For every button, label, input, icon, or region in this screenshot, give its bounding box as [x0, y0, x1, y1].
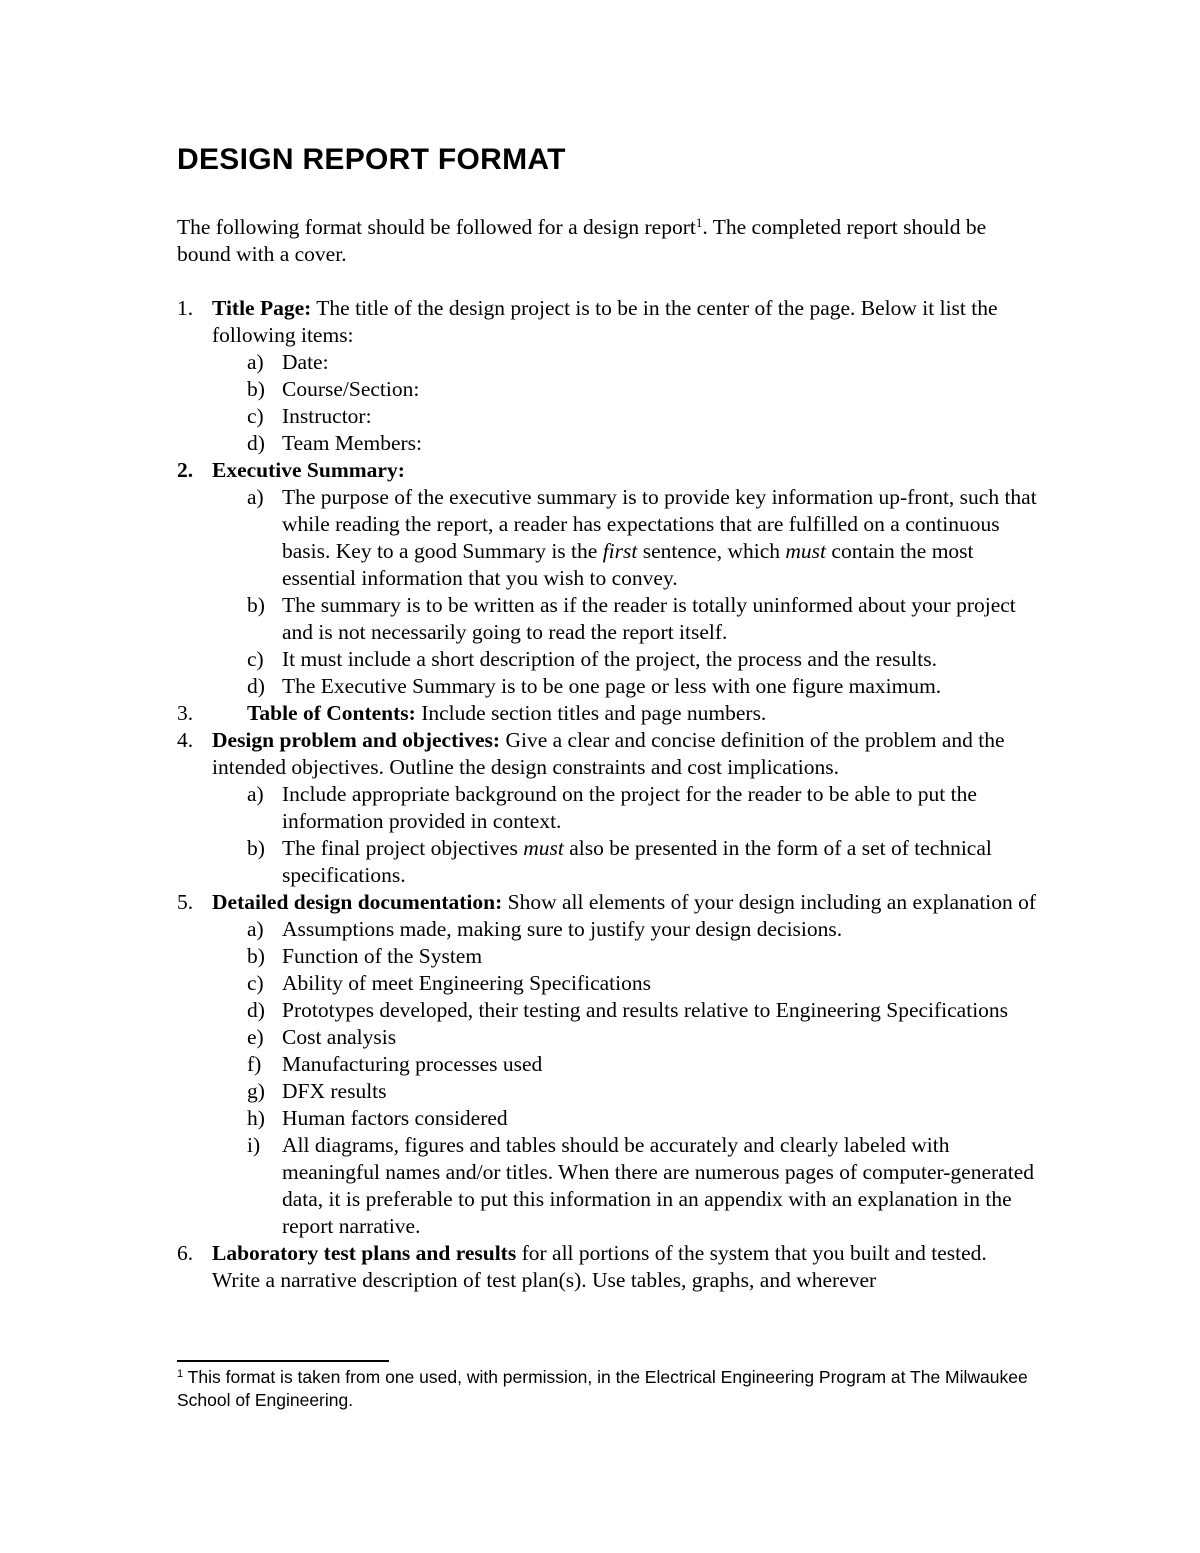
emphasis-text: must [785, 539, 827, 563]
list-item [177, 430, 1037, 457]
document-body [177, 214, 1037, 1294]
subitem-list [212, 484, 1037, 700]
subitem-list [212, 781, 1037, 889]
subitem-text: Include appropriate background on the project for the reader to be able to put the information provided in context. [282, 782, 977, 833]
list-item [177, 403, 1037, 430]
list-item [177, 592, 1037, 646]
footnote-reference: 1 [695, 215, 703, 230]
section-text: for all portions of the system that you built and tested. Write a narrative description of test plan(s). Use tables, graphs, and wherever [212, 1241, 987, 1292]
subitem-letter: a) [247, 350, 264, 374]
section-heading: Detailed design documentation: [212, 890, 503, 914]
subitem-list [212, 349, 1037, 457]
subitem-list [212, 916, 1037, 1240]
section-text: The title of the design project is to be in the center of the page. Below it list the following items: [212, 296, 998, 347]
subitem-text: DFX results [282, 1079, 387, 1103]
list-item [177, 1051, 1037, 1078]
intro-text: The following format should be followed for a design report [177, 215, 696, 239]
subitem-text: Manufacturing processes used [282, 1052, 543, 1076]
list-item [177, 781, 1037, 835]
list-item [177, 1132, 1037, 1240]
subitem-text: Course/Section: [282, 377, 420, 401]
subitem-text: The purpose of the executive summary is to provide key information up-front, such that while reading the report, a reader has expectations that are fulfilled on a continuous basis. Key to a good Summary is the [282, 485, 1037, 563]
list-item [177, 349, 1037, 376]
subitem-letter: c) [247, 647, 264, 671]
subitem-text: Function of the System [282, 944, 483, 968]
section-number: 3. [177, 701, 194, 725]
list-item [177, 376, 1037, 403]
subitem-letter: b) [247, 836, 265, 860]
list-item [177, 646, 1037, 673]
intro-text-end: . The completed report should be bound with a cover. [177, 215, 987, 266]
list-item [177, 484, 1037, 592]
page-title: DESIGN REPORT FORMAT [177, 143, 566, 176]
subitem-text: sentence, which [637, 539, 786, 563]
section-lab-test-plans [177, 1240, 1037, 1294]
list-item [177, 916, 1037, 943]
subitem-text: Team Members: [282, 431, 422, 455]
list-item [177, 673, 1037, 700]
subitem-text: contain the most essential information that you wish to convey. [282, 539, 974, 590]
section-text: Include section titles and page numbers. [415, 701, 767, 725]
subitem-letter: b) [247, 944, 265, 968]
subitem-text: The summary is to be written as if the reader is totally uninformed about your project and is not necessarily going to read the report itself. [282, 593, 1016, 644]
subitem-text: All diagrams, figures and tables should be accurately and clearly labeled with meaningful names and/or titles. When there are numerous pages of computer-generated data, it is preferable to put this information in an appendix with an explanation in the report narrative. [282, 1133, 1034, 1238]
footnote-divider [177, 1360, 389, 1362]
subitem-letter: g) [247, 1079, 265, 1103]
subitem-letter: b) [247, 377, 265, 401]
subitem-text: Prototypes developed, their testing and results relative to Engineering Specifications [282, 998, 1009, 1022]
subitem-letter: d) [247, 431, 265, 455]
section-executive-summary [177, 457, 1037, 700]
section-heading: Design problem and objectives: [212, 728, 501, 752]
subitem-text: Ability of meet Engineering Specifications [282, 971, 651, 995]
section-heading: Executive Summary: [212, 458, 405, 482]
subitem-text: The Executive Summary is to be one page or less with one figure maximum. [282, 674, 942, 698]
subitem-letter: i) [247, 1133, 261, 1157]
emphasis-text: must [523, 836, 564, 860]
emphasis-text: first [602, 539, 638, 563]
footnote-text: This format is taken from one used, with permission, in the Electrical Engineering Program at The Milwaukee School of Engineering. [177, 1367, 1028, 1410]
list-item [177, 1024, 1037, 1051]
list-item [177, 1105, 1037, 1132]
section-number: 4. [177, 728, 194, 752]
list-item [177, 835, 1037, 889]
subitem-text: Cost analysis [282, 1025, 397, 1049]
footnote [177, 1366, 1037, 1412]
intro-paragraph [177, 214, 1037, 268]
section-number: 1. [177, 296, 194, 320]
section-title-page [177, 295, 1037, 457]
footnote-mark: 1 [177, 1368, 184, 1380]
section-text: Give a clear and concise definition of the problem and the intended objectives. Outline the design constraints and cost implications. [212, 728, 1005, 779]
list-item [177, 1078, 1037, 1105]
subitem-letter: a) [247, 485, 264, 509]
subitem-letter: h) [247, 1106, 265, 1130]
subitem-letter: b) [247, 593, 265, 617]
subitem-letter: d) [247, 674, 265, 698]
section-heading: Laboratory test plans and results [212, 1241, 517, 1265]
subitem-text: It must include a short description of the project, the process and the results. [282, 647, 937, 671]
list-item [177, 997, 1037, 1024]
section-table-of-contents [177, 700, 1037, 727]
subitem-text: Instructor: [282, 404, 372, 428]
subitem-letter: a) [247, 917, 264, 941]
subitem-letter: e) [247, 1025, 264, 1049]
section-heading: Table of Contents: [247, 701, 416, 725]
section-number: 6. [177, 1241, 194, 1265]
report-sections-list [177, 295, 1037, 1294]
section-number: 5. [177, 890, 194, 914]
section-heading: Title Page: [212, 296, 312, 320]
section-number: 2. [177, 458, 194, 482]
subitem-text: Date: [282, 350, 329, 374]
section-design-problem [177, 727, 1037, 889]
subitem-letter: d) [247, 998, 265, 1022]
section-text: Show all elements of your design including an explanation of [502, 890, 1037, 914]
subitem-letter: c) [247, 404, 264, 428]
subitem-letter: c) [247, 971, 264, 995]
section-detailed-design [177, 889, 1037, 1240]
subitem-text: also be presented in the form of a set of technical specifications. [282, 836, 992, 887]
subitem-text: Assumptions made, making sure to justify your design decisions. [282, 917, 843, 941]
subitem-letter: a) [247, 782, 264, 806]
subitem-letter: f) [247, 1052, 262, 1076]
list-item [177, 970, 1037, 997]
list-item [177, 943, 1037, 970]
subitem-text: The final project objectives [282, 836, 524, 860]
subitem-text: Human factors considered [282, 1106, 508, 1130]
